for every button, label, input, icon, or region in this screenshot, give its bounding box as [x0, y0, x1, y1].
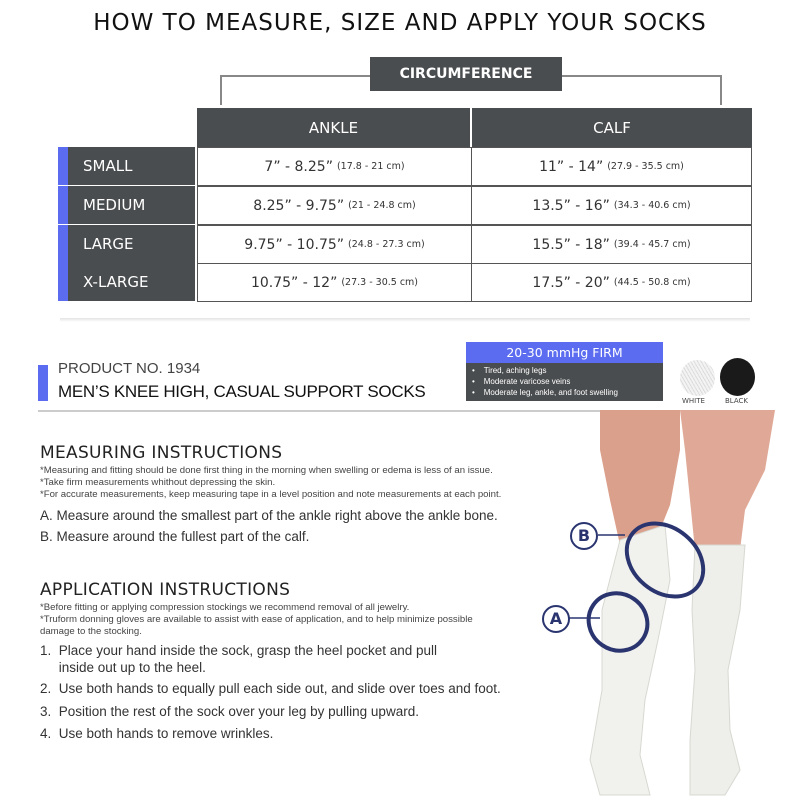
application-step: 1. Place your hand inside the sock, grasp the heel pocket and pull [40, 643, 438, 658]
measuring-note: *For accurate measurements, keep measuring tape in a level position and note measurements at each point. [40, 489, 502, 500]
ankle-inches: 10.75” - 12” [250, 274, 338, 291]
indications-box [466, 363, 663, 401]
size-accent [58, 225, 68, 263]
circumference-header: CIRCUMFERENCE [370, 57, 562, 91]
color-label-white: WHITE [682, 397, 705, 405]
color-swatch-white[interactable] [680, 360, 715, 396]
calf-cell [471, 186, 752, 225]
calf-cm: (39.4 - 45.7 cm) [613, 239, 691, 250]
size-name: X-LARGE [83, 273, 149, 291]
application-step: 2. Use both hands to equally pull each side out, and slide over toes and foot. [40, 681, 501, 696]
section-divider [38, 410, 618, 412]
indication-text: Tired, aching legs [483, 366, 547, 375]
ankle-inches: 9.75” - 10.75” [244, 236, 345, 253]
color-swatch-black[interactable] [720, 358, 755, 396]
application-note: *Before fitting or applying compression stockings we recommend removal of all jewelry. [40, 602, 410, 613]
size-label [58, 225, 195, 263]
measuring-note: *Measuring and fitting should be done first thing in the morning when swelling or edema is less of an issue. [40, 465, 493, 476]
calf-cell [471, 225, 752, 264]
size-name: LARGE [83, 235, 134, 253]
size-accent [58, 147, 68, 185]
column-header-ankle: ANKLE [197, 108, 470, 147]
measuring-heading: MEASURING INSTRUCTIONS [40, 443, 283, 463]
ankle-cm: (21 - 24.8 cm) [348, 200, 416, 211]
ankle-cell [197, 263, 472, 302]
ankle-cell [197, 147, 472, 186]
indication-item: • Moderate leg, ankle, and foot swelling [472, 388, 619, 397]
size-label [58, 263, 195, 301]
calf-inches: 15.5” - 18” [532, 236, 610, 253]
ankle-cm: (17.8 - 21 cm) [336, 161, 405, 172]
calf-cm: (27.9 - 35.5 cm) [607, 161, 684, 172]
size-name: MEDIUM [83, 196, 146, 214]
accent-bar [38, 365, 48, 401]
calf-inches: 13.5” - 16” [532, 197, 610, 214]
product-number: PRODUCT NO. 1934 [58, 360, 201, 377]
size-accent [58, 263, 68, 301]
sock-illustration [540, 410, 800, 800]
indication-text: Moderate varicose veins [483, 377, 571, 386]
ankle-cell [197, 225, 472, 264]
application-note: damage to the stocking. [40, 626, 142, 637]
ankle-cm: (24.8 - 27.3 cm) [348, 239, 425, 250]
product-name: MEN’S KNEE HIGH, CASUAL SUPPORT SOCKS [58, 382, 426, 401]
firmness-badge: 20-30 mmHg FIRM [466, 342, 663, 363]
application-step: 4. Use both hands to remove wrinkles. [40, 726, 274, 741]
application-step: inside out up to the heel. [40, 660, 206, 675]
page-title: HOW TO MEASURE, SIZE AND APPLY YOUR SOCKS [93, 10, 707, 36]
measuring-note: *Take firm measurements whithout depressing the skin. [40, 477, 276, 488]
calf-cell [471, 147, 752, 186]
application-note: *Truform donning gloves are available to assist with ease of application, and to help minimize possible [40, 614, 473, 625]
size-name: SMALL [83, 157, 133, 175]
size-accent [58, 186, 68, 224]
indication-item: • Tired, aching legs [472, 366, 547, 375]
measuring-step-a: A. Measure around the smallest part of the ankle right above the ankle bone. [40, 508, 498, 523]
ankle-inches: 8.25” - 9.75” [253, 197, 345, 214]
divider [60, 318, 750, 322]
marker-b: B [570, 522, 598, 550]
calf-cell [471, 263, 752, 302]
indication-item: • Moderate varicose veins [472, 377, 571, 386]
marker-a: A [542, 605, 570, 633]
calf-cm: (34.3 - 40.6 cm) [613, 200, 691, 211]
calf-inches: 17.5” - 20” [532, 274, 610, 291]
leg-right-skin [680, 410, 775, 550]
ankle-inches: 7” - 8.25” [264, 158, 333, 175]
color-label-black: BLACK [725, 397, 749, 405]
ankle-cm: (27.3 - 30.5 cm) [341, 277, 419, 288]
measuring-step-b: B. Measure around the fullest part of the calf. [40, 529, 310, 544]
application-step: 3. Position the rest of the sock over your leg by pulling upward. [40, 704, 419, 719]
indication-text: Moderate leg, ankle, and foot swelling [483, 388, 619, 397]
size-label [58, 186, 195, 224]
size-label [58, 147, 195, 185]
column-header-calf: CALF [472, 108, 752, 147]
calf-cm: (44.5 - 50.8 cm) [613, 277, 691, 288]
calf-inches: 11” - 14” [539, 158, 604, 175]
application-heading: APPLICATION INSTRUCTIONS [40, 580, 291, 600]
ankle-cell [197, 186, 472, 225]
